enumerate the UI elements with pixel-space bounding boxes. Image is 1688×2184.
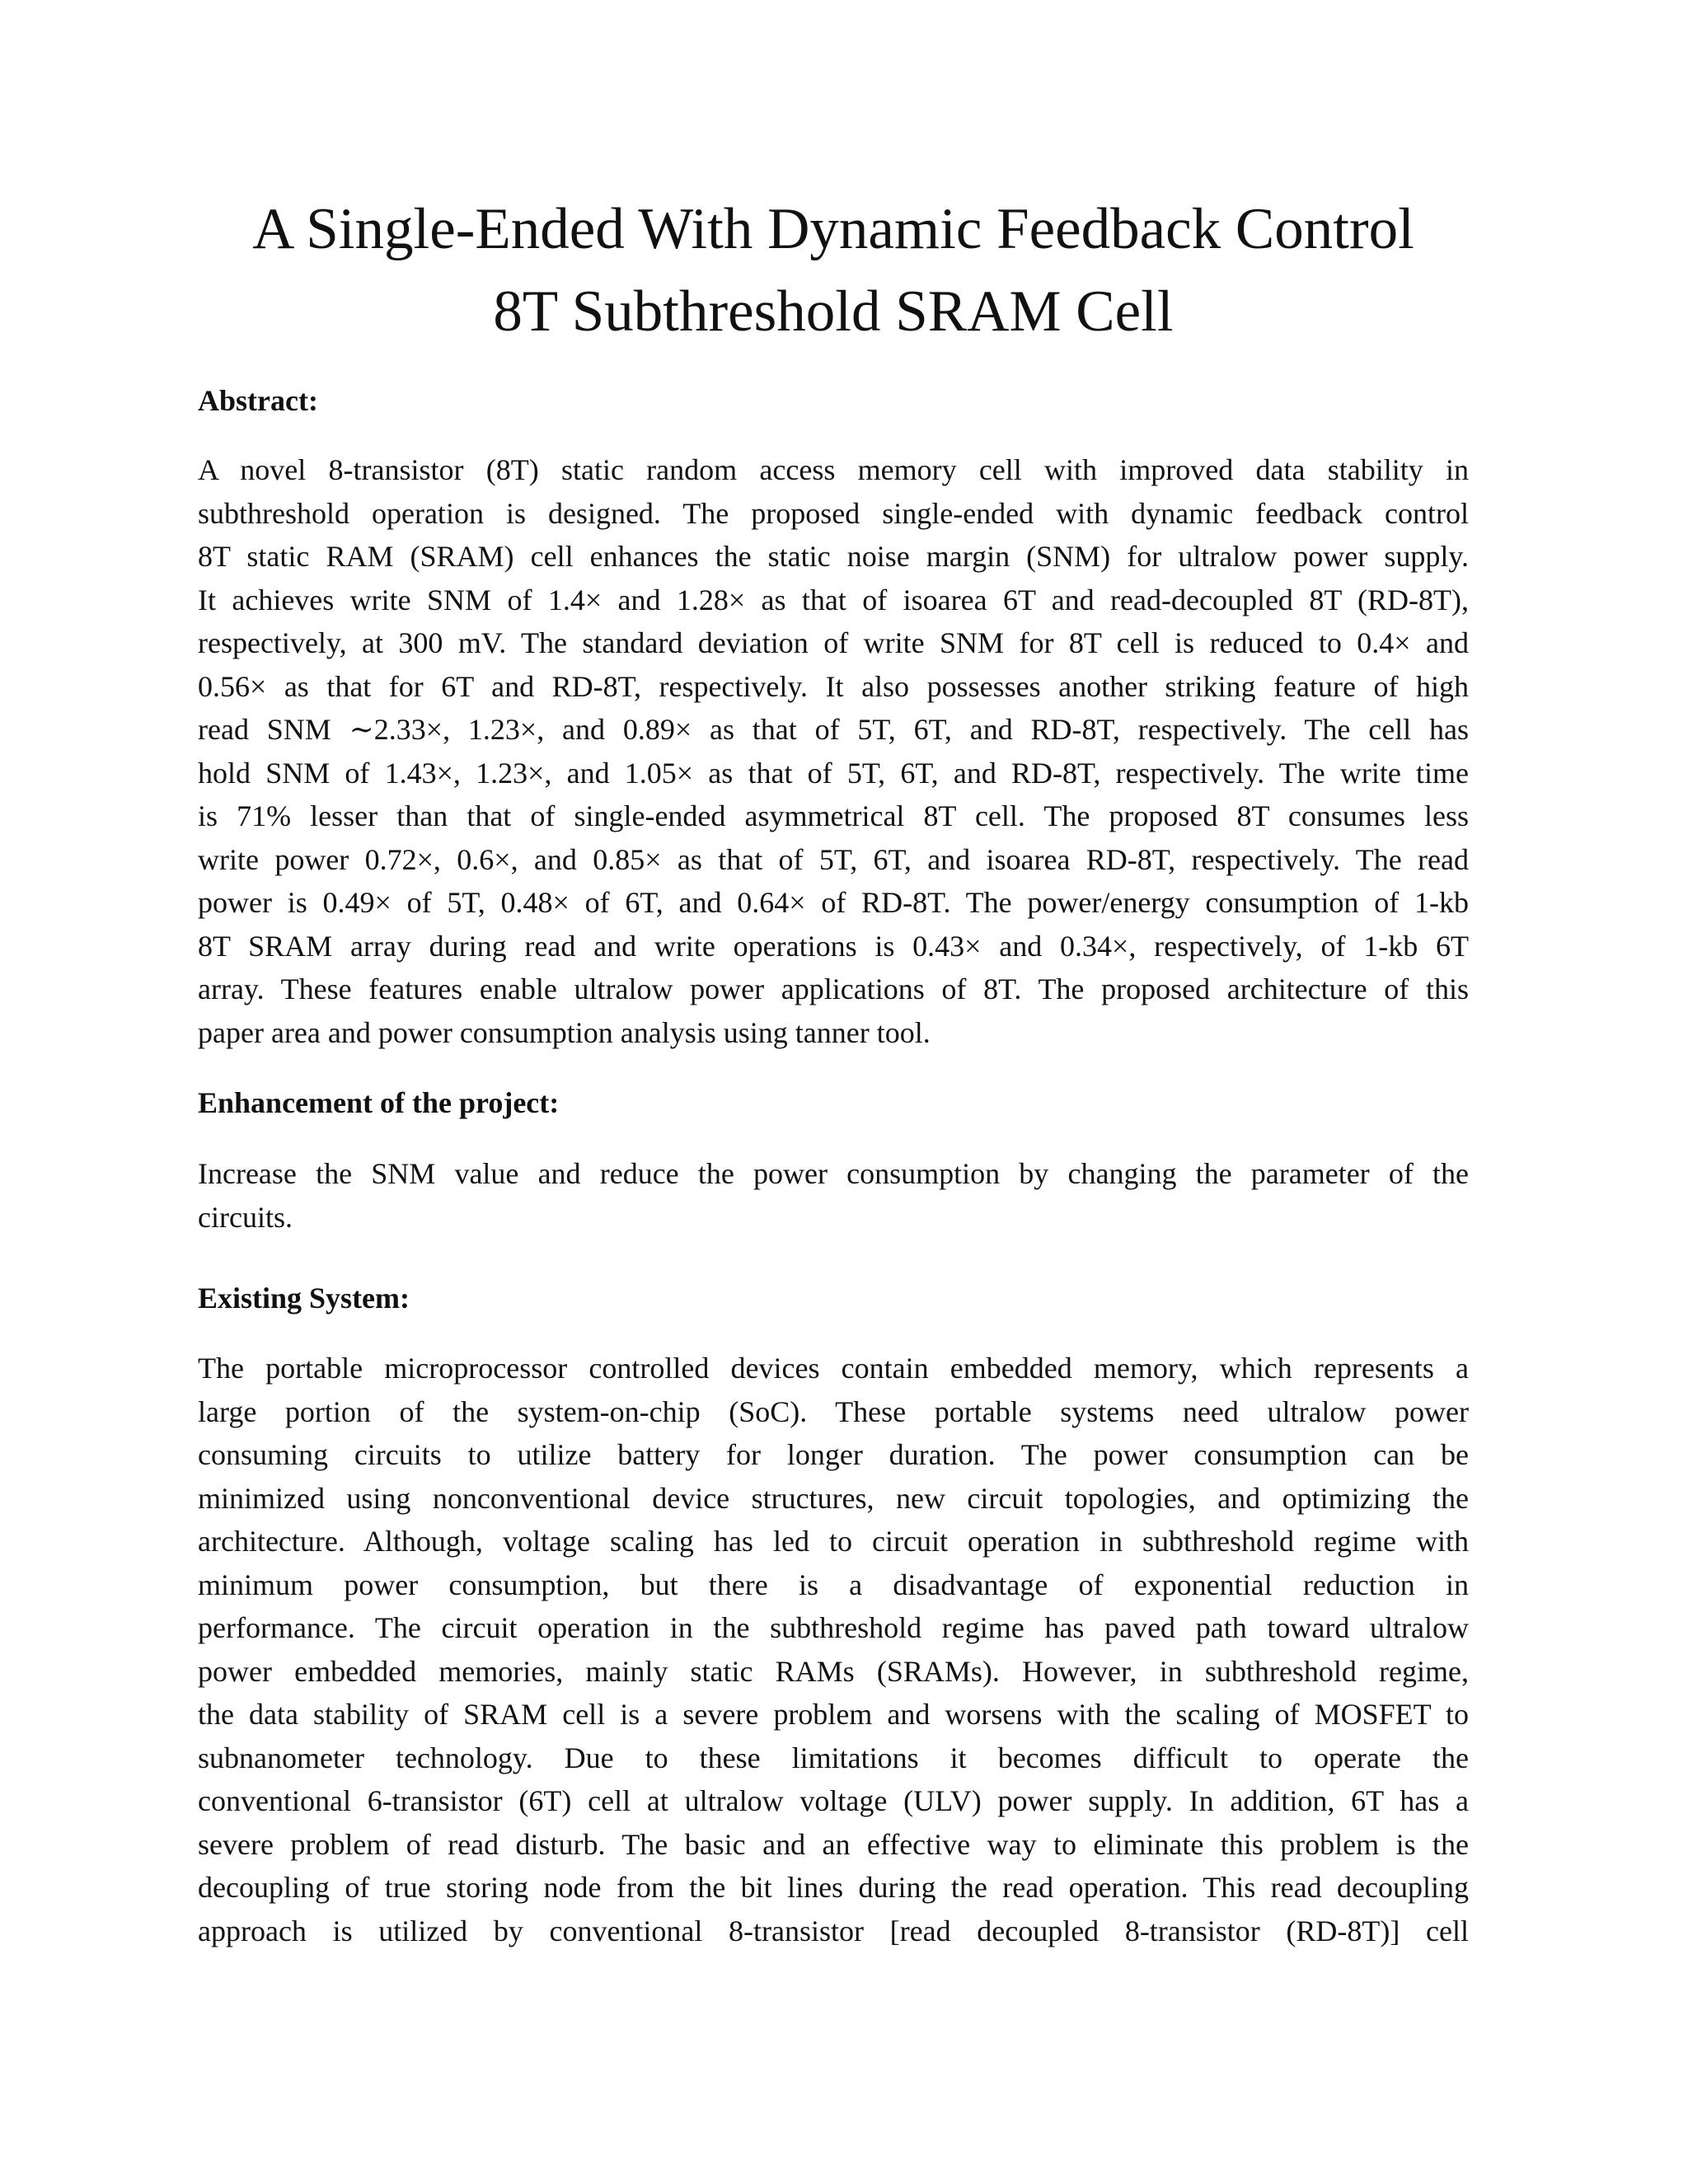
existing-system-paragraph [198, 1347, 1469, 1952]
document-page [198, 0, 1469, 2184]
title-line-2: 8T Subthreshold SRAM Cell [493, 279, 1174, 344]
document-title [198, 188, 1469, 353]
existing-line: the data stability of SRAM cell is a severe problem and worsens with the scaling of MOSFET to [198, 1698, 1469, 1731]
enhancement-heading: Enhancement of the project: [198, 1086, 560, 1119]
abstract-line: A novel 8-transistor (8T) static random access memory cell with improved data stability in [198, 453, 1469, 486]
existing-line: large portion of the system-on-chip (SoC). These portable systems need ultralow power [198, 1394, 1469, 1428]
abstract-paragraph [198, 448, 1469, 1054]
abstract-line: write power 0.72×, 0.6×, and 0.85× as that of 5T, 6T, and isoarea RD-8T, respectively. The read [198, 842, 1469, 876]
enhancement-paragraph [198, 1152, 1469, 1239]
abstract-line: 8T SRAM array during read and write operations is 0.43× and 0.34×, respectively, of 1-kb 6T [198, 929, 1469, 963]
abstract-line: power is 0.49× of 5T, 0.48× of 6T, and 0.64× of RD-8T. The power/energy consumption of 1-kb [198, 886, 1469, 919]
abstract-line: paper area and power consumption analysis using tanner tool. [198, 1015, 931, 1049]
abstract-line: subthreshold operation is designed. The proposed single-ended with dynamic feedback control [198, 496, 1469, 530]
enhancement-line: circuits. [198, 1200, 293, 1234]
abstract-line: is 71% lesser than that of single-ended asymmetrical 8T cell. The proposed 8T consumes less [198, 799, 1469, 832]
existing-line: The portable microprocessor controlled devices contain embedded memory, which represents a [198, 1352, 1469, 1385]
abstract-heading: Abstract: [198, 384, 318, 417]
title-line-1: A Single-Ended With Dynamic Feedback Control [252, 197, 1414, 261]
abstract-line: respectively, at 300 mV. The standard deviation of write SNM for 8T cell is reduced to 0.4× and [198, 626, 1469, 659]
abstract-line: 0.56× as that for 6T and RD-8T, respectively. It also possesses another striking feature of high [198, 669, 1469, 703]
existing-line: decoupling of true storing node from the bit lines during the read operation. This read decoupling [198, 1871, 1469, 1904]
existing-line: performance. The circuit operation in the subthreshold regime has paved path toward ultralow [198, 1611, 1469, 1644]
existing-line: approach is utilized by conventional 8-transistor [read decoupled 8-transistor (RD-8T)] cell [198, 1914, 1469, 1947]
abstract-line: array. These features enable ultralow power applications of 8T. The proposed architecture of this [198, 972, 1469, 1005]
existing-line: consuming circuits to utilize battery for longer duration. The power consumption can be [198, 1438, 1469, 1471]
abstract-line: It achieves write SNM of 1.4× and 1.28× as that of isoarea 6T and read-decoupled 8T (RD-8T), [198, 583, 1469, 616]
abstract-line: read SNM ∼2.33×, 1.23×, and 0.89× as that of 5T, 6T, and RD-8T, respectively. The cell has [198, 713, 1469, 746]
existing-line: conventional 6-transistor (6T) cell at ultralow voltage (ULV) power supply. In addition, 6T has a [198, 1784, 1469, 1817]
existing-line: subnanometer technology. Due to these limitations it becomes difficult to operate the [198, 1741, 1469, 1774]
existing-line: minimum power consumption, but there is a disadvantage of exponential reduction in [198, 1568, 1469, 1601]
abstract-line: hold SNM of 1.43×, 1.23×, and 1.05× as that of 5T, 6T, and RD-8T, respectively. The write time [198, 756, 1469, 790]
enhancement-line: Increase the SNM value and reduce the power consumption by changing the parameter of the [198, 1157, 1469, 1190]
existing-line: minimized using nonconventional device structures, new circuit topologies, and optimizing the [198, 1481, 1469, 1515]
abstract-line: 8T static RAM (SRAM) cell enhances the static noise margin (SNM) for ultralow power supply. [198, 540, 1469, 573]
existing-line: severe problem of read disturb. The basic and an effective way to eliminate this problem is the [198, 1827, 1469, 1861]
existing-line: architecture. Although, voltage scaling has led to circuit operation in subthreshold regime with [198, 1525, 1469, 1558]
existing-system-heading: Existing System: [198, 1282, 410, 1315]
existing-line: power embedded memories, mainly static RAMs (SRAMs). However, in subthreshold regime, [198, 1654, 1469, 1688]
